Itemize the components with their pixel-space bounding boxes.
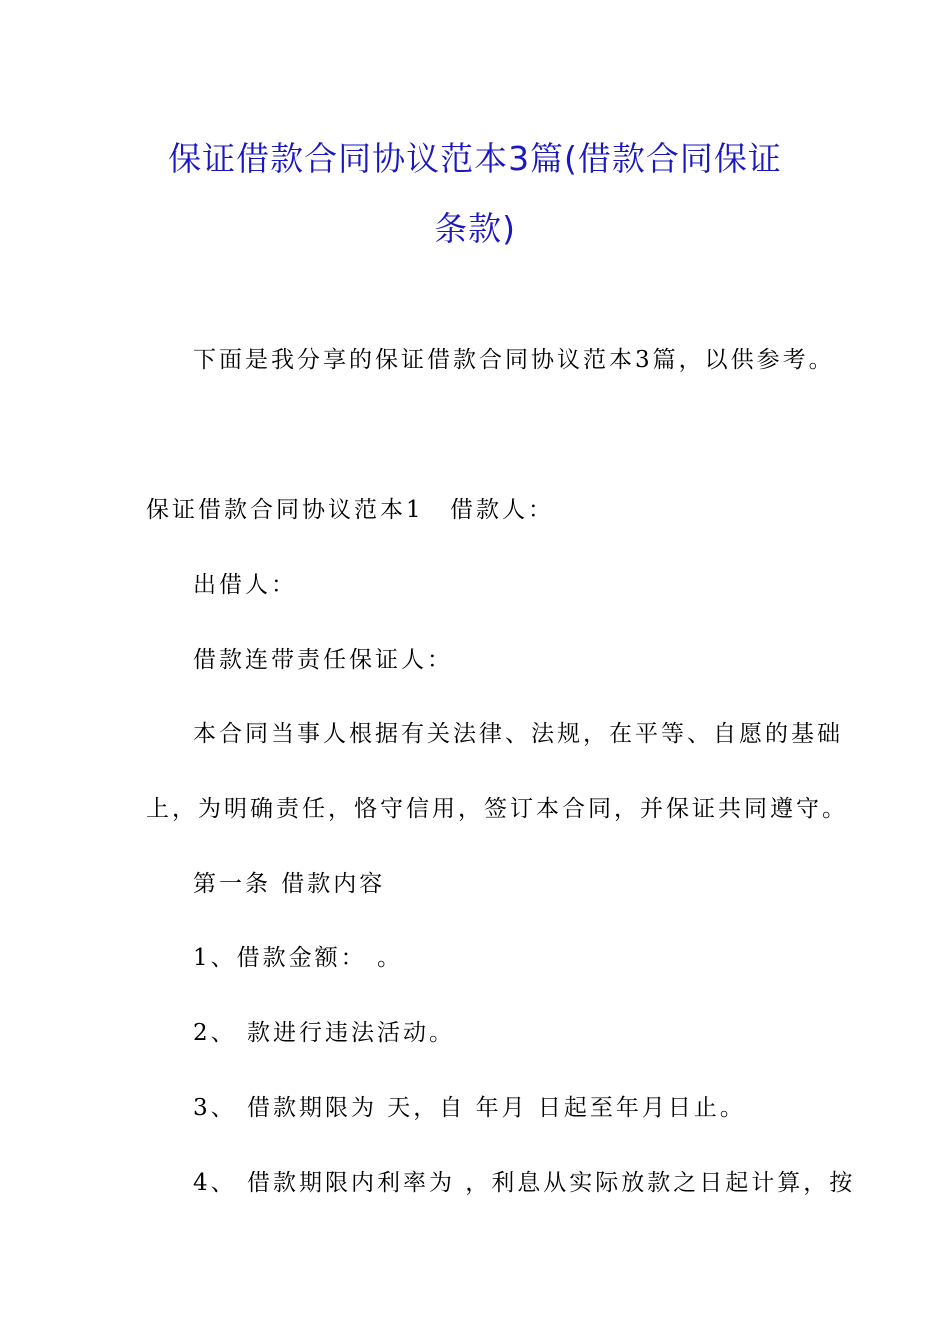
list-item: 3、 借款期限为 天，自 年月 日起至年月日止。 xyxy=(193,1095,746,1121)
borrower-label: 借款人： xyxy=(450,497,554,523)
guarantor-label: 借款连带责任保证人： xyxy=(193,647,453,673)
paragraph-line-2: 上，为明确责任，恪守信用，签订本合同，并保证共同遵守。 xyxy=(146,796,848,822)
section-heading: 保证借款合同协议范本1 xyxy=(146,497,424,523)
paragraph-line-1: 本合同当事人根据有关法律、法规，在平等、自愿的基础 xyxy=(193,721,843,747)
document-title-line-1: 保证借款合同协议范本3篇(借款合同保证 xyxy=(168,139,782,178)
article-heading: 第一条 借款内容 xyxy=(193,871,386,897)
list-item: 2、 款进行违法活动。 xyxy=(193,1020,455,1046)
list-item: 4、 借款期限内利率为 ，利息从实际放款之日起计算，按 xyxy=(193,1170,856,1196)
document-title-line-2: 条款) xyxy=(434,209,516,248)
lender-label: 出借人： xyxy=(193,572,297,598)
intro-paragraph: 下面是我分享的保证借款合同协议范本3篇，以供参考。 xyxy=(193,347,835,373)
list-item: 1、借款金额： 。 xyxy=(193,945,403,971)
